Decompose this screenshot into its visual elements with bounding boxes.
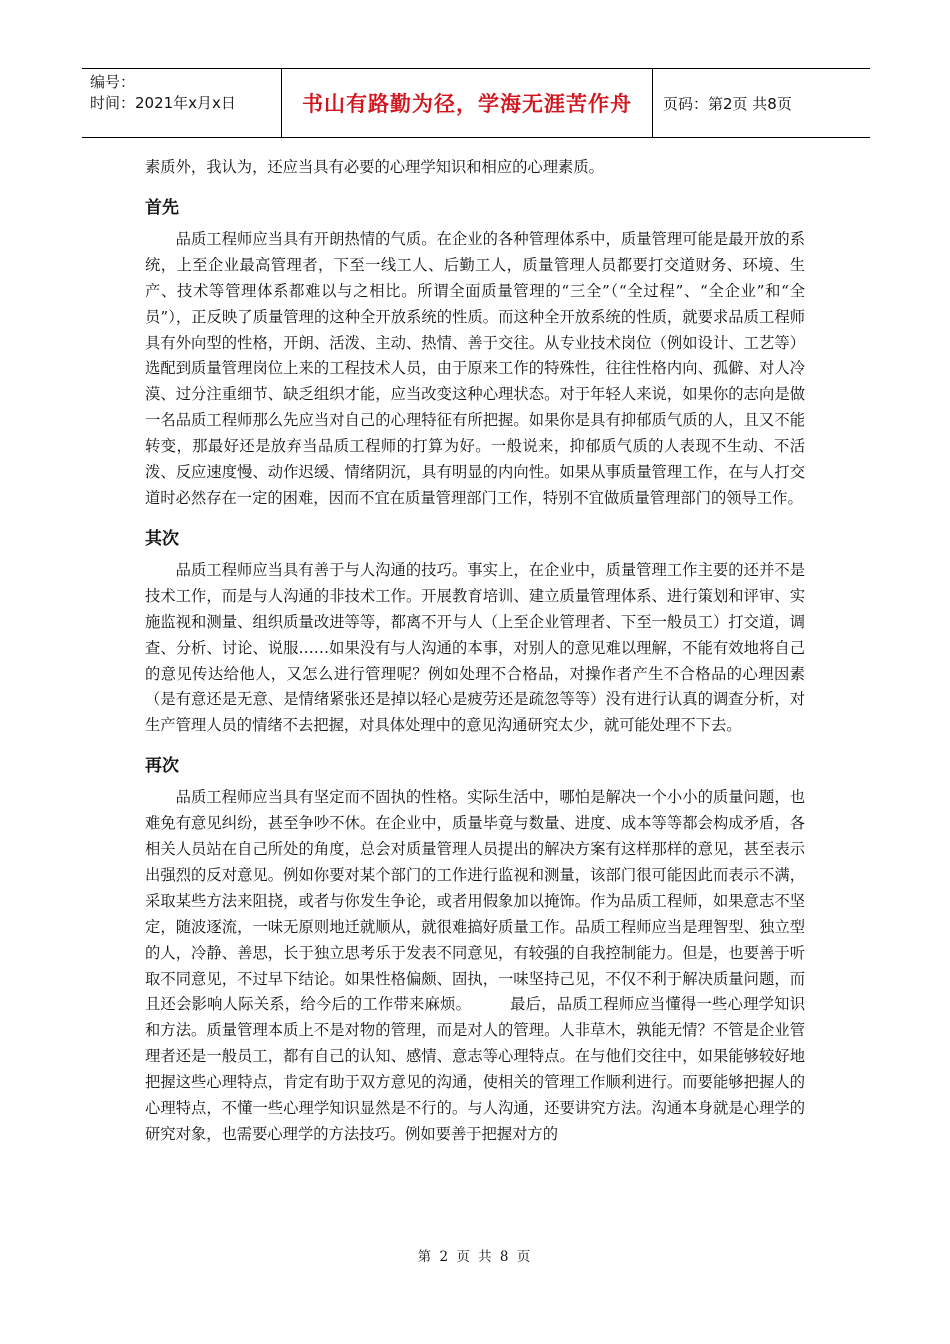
document-body <box>145 155 805 1148</box>
document-time-label: 时间：2021年x月x日 <box>90 94 236 112</box>
section-heading-first: 首先 <box>145 197 179 218</box>
header-motto: 书山有路勤为径，学海无涯苦作舟 <box>282 69 653 137</box>
section-paragraph-second: 品质工程师应当具有善于与人沟通的技巧。事实上，在企业中，质量管理工作主要的还并不是技术工作，而是与人沟通的非技术工作。开展教育培训、建立质量管理体系、进行策划和评审、实施监视和测量、组织质量改进等等，都离不开与人（上至企业管理者、下至一般员工）打交道，调查、分析、讨论、说服……如果没有与人沟通的本事，对别人的意见难以理解，不能有效地将自己的意见传达给他人，又怎么进行管理呢？例如处理不合格品，对操作者产生不合格品的心理因素（是有意还是无意、是情绪紧张还是掉以轻心是疲劳还是疏忽等等）没有进行认真的调查分析，对生产管理人员的情绪不去把握，对具体处理中的意见沟通研究太少，就可能处理不下去。 <box>145 560 805 735</box>
text-run: （例如设计、工艺等）选配到质量管理岗位上来的 <box>145 333 805 378</box>
header-info-cell <box>82 69 282 137</box>
section-paragraph-third: 品质工程师应当具有坚定而不固执的性格。实际生活中，哪怕是解决一个小小的质量问题，也难免有意见纠纷，甚至争吵不休。在企业中，质量毕竟与数量、进度、成本等等都会构成矛盾，各相关人员站在自己所处的角度，总会对质量管理人员提出的解决方案有这样那样的意见，甚至表示出强烈的反对意见。例如你要对某个部门的工作进行监视和测量，该部门很可能因此而表示不满，采取某些方法来阻挠，或者与你发生争论，或者用假象加以掩饰。作为品质工程师，如果意志不坚定，随波逐流，一味无原则地迁就顺从，就很难搞好质量工作。品质工程师应当是理智型、独立型的人，冷静、善思，长于独立思考乐于发表不同意见，有较强的自我控制能力。但是，也要善于听取不同意见，不过早下结论。如果性格偏颇、固执，一味坚持己见，不仅不利于解决质量问题，而且还会影响人际关系，给今后的工作带来麻烦。 最后，品质工程师应当懂得一些心理学知识和方法。质量管理本质上不是对物的管理，而是对人的管理。人非草木，孰能无情？不管是企业管理者还是一般员工，都有自己的认知、感情、意志等心理特点。在与他们交往中，如果能够较好地把握这些心理特点，肯定有助于双方意见的沟通，使相关的管理工作顺利进行。而要能够把握人的心理特点，不懂一些心理学知识显然是不行的。与人沟通，还要讲究方法。沟通本身就是心理学的研究对象，也需要心理学的方法技巧。例如要善于把握对方的 <box>145 788 805 1143</box>
keyword-link-engineers: 工程技术人员 <box>329 359 422 378</box>
text-run: 品质工程师应当具有开朗热情的气质。在企业的各种管理体系中，质量管理可能是最开放的系统，上至企业最高管理者，下至一线工人、后勤工人，质量管理人员都要打交道财务、环境、生产、技术等管理体系都难以与之相比。所谓 <box>145 229 805 300</box>
keyword-link-tqm: 全面质量管理 <box>449 281 546 300</box>
section-heading-third: 再次 <box>145 756 179 777</box>
page-footer: 第 2 页 共 8 页 <box>417 1249 533 1265</box>
text-run: 的“三全”（“全过程”、“全企业”和“全员”），正反映了质量管理的这种全开放系统的性质。而这种全开放系统的性质，就要求品质工程师具有外向型的性格，开朗、活泼、主动、热情、善于交往。从 <box>145 281 805 352</box>
keyword-link-technical-post: 专业技术岗位 <box>559 333 652 352</box>
document-number-label: 编号： <box>90 73 136 91</box>
text-run: ，由于原来工作的特殊性，往往性格内向、孤僻、对人冷漠、过分注重细节、缺乏组织才能，应当改变这种心理状态。对于年轻人来说，如果你的志向是做一名品质工程师那么先应当对自己的心理特征有所把握。如果你是具有抑郁质气质的人，且又不能转变，那最好还是放弃当品质工程师的打算为好。一般说来，抑郁质气质的人表现不生动、不活泼、反应速度慢、动作迟缓、情绪阴沉，具有明显的内向性。如果从事质量管理工作，在与人打交道时必然存在一定的困难，因而不宜在质量管理部门工作，特别不宜做质量管理部门的领导工作。 <box>145 359 805 507</box>
section-paragraph-first <box>145 227 805 512</box>
header-page-label: 页码：第2页 共8页 <box>663 94 792 113</box>
section-heading-second: 其次 <box>145 528 179 549</box>
page-header <box>82 68 870 138</box>
intro-paragraph: 素质外，我认为，还应当具有必要的心理学知识和相应的心理素质。 <box>145 158 604 176</box>
